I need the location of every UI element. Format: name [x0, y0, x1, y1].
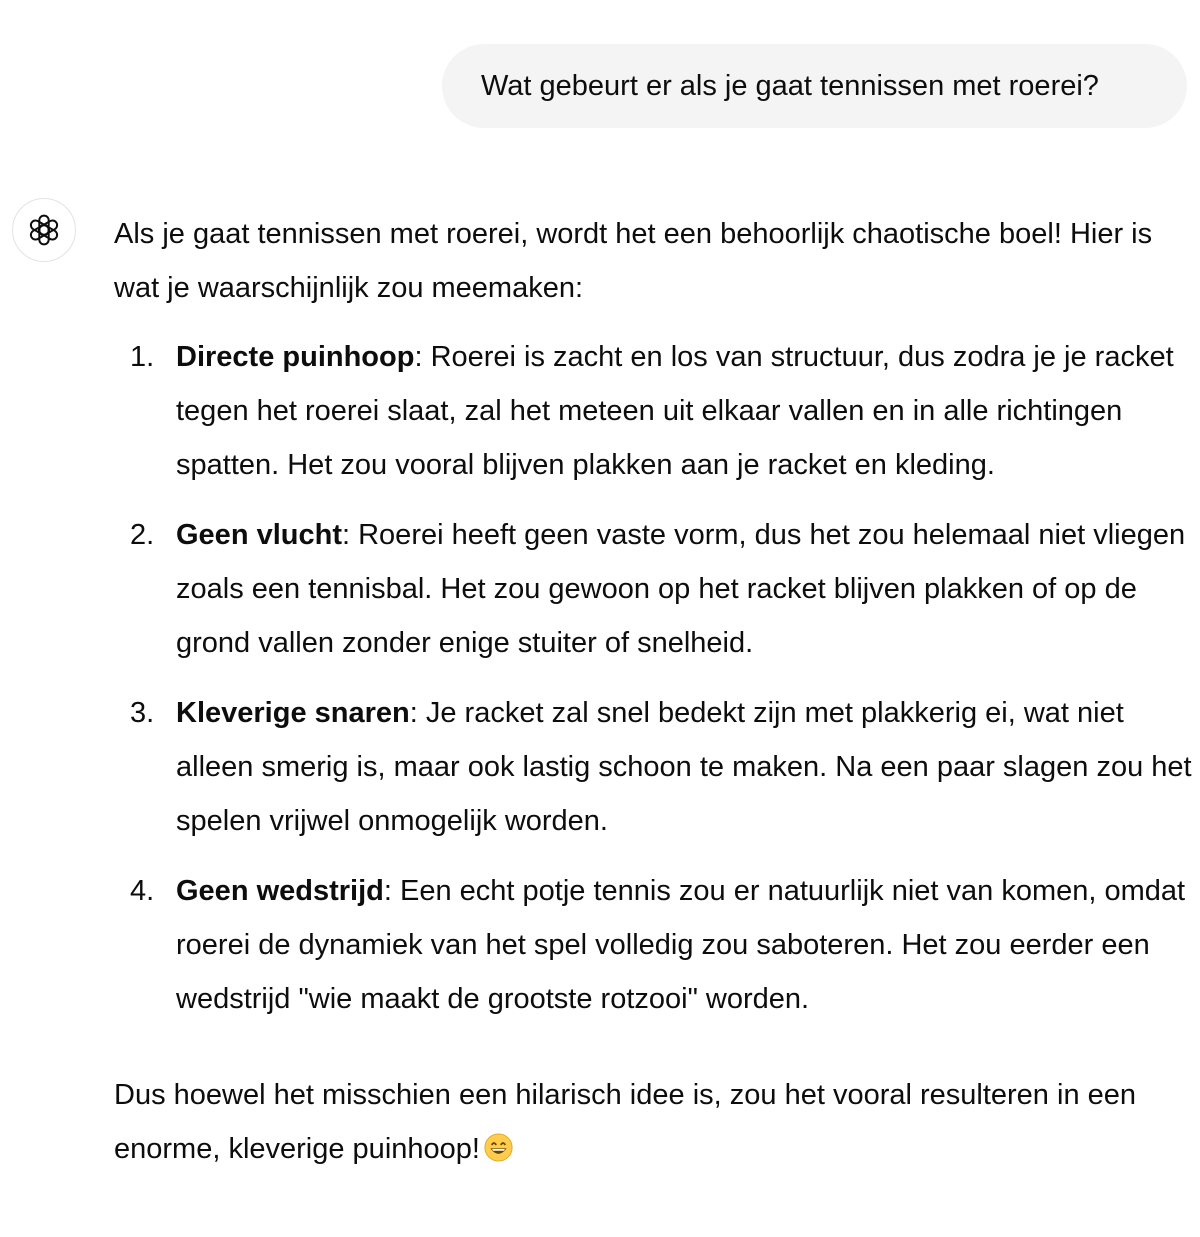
list-item-text: : Een echt potje tennis zou er natuurlijk niet van komen, omdat roerei de dynamiek van het spel volledig zou saboteren. Het zou eerder een wedstrijd "wie maakt de grootste rotzooi" worden.: [176, 875, 1186, 1015]
list-item: [114, 508, 1194, 670]
assistant-message: [114, 207, 1194, 1176]
list-item-number: 3.: [130, 697, 155, 729]
reply-list: [114, 330, 1194, 1026]
list-item-number: 4.: [130, 875, 155, 907]
list-item-text: : Roerei is zacht en los van structuur, dus zodra je je racket tegen het roerei slaat, zal het meteen uit elkaar vallen en in alle richtingen spatten. Het zou vooral blijven plakken aan je racket en kleding.: [176, 341, 1174, 481]
user-message-text: Wat gebeurt er als je gaat tennissen met roerei?: [481, 70, 1099, 102]
grinning-face-emoji-icon: [484, 1133, 513, 1162]
list-item-number: 2.: [130, 519, 155, 551]
reply-intro: Als je gaat tennissen met roerei, wordt het een behoorlijk chaotische boel! Hier is wat je waarschijnlijk zou meemaken:: [114, 218, 1153, 304]
list-item-text: : Je racket zal snel bedekt zijn met plakkerig ei, wat niet alleen smerig is, maar ook lastig schoon te maken. Na een paar slagen zou het spelen vrijwel onmogelijk worden.: [176, 697, 1192, 837]
list-item-title: Kleverige snaren: [176, 697, 410, 729]
reply-outro: [114, 1068, 1194, 1176]
list-item: [114, 686, 1194, 848]
list-item-title: Geen wedstrijd: [176, 875, 384, 907]
list-item-title: Directe puinhoop: [176, 341, 415, 373]
list-item-title: Geen vlucht: [176, 519, 342, 551]
list-item: [114, 330, 1194, 492]
list-item: [114, 864, 1194, 1026]
list-item-number: 1.: [130, 341, 155, 373]
user-message-bubble: [442, 44, 1187, 128]
reply-outro-text: Dus hoewel het misschien een hilarisch idee is, zou het vooral resulteren in een enorme, kleverige puinhoop!: [114, 1079, 1137, 1165]
assistant-avatar: [12, 198, 76, 262]
list-item-text: : Roerei heeft geen vaste vorm, dus het zou helemaal niet vliegen zoals een tennisbal. Het zou gewoon op het racket blijven plakken of op de grond vallen zonder enige stuiter of snelheid.: [176, 519, 1186, 659]
openai-logo-icon: [26, 212, 62, 248]
